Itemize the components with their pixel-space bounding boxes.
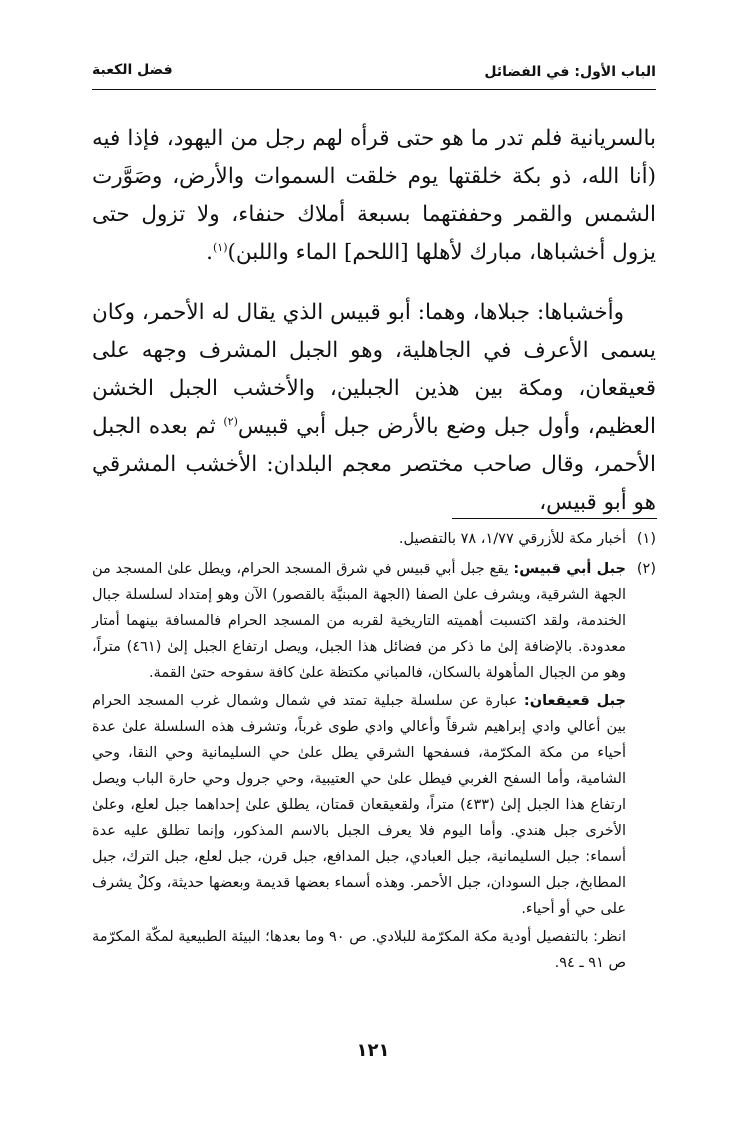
footnote-2-number: (٢)	[636, 561, 656, 577]
footnote-2-para-3: انظر: بالتفصيل أودية مكة المكرّمة للبلادي. ص ٩٠ وما بعدها؛ البيئة الطبيعية لمكّة المكرّمة ص ٩١ ـ ٩٤.	[92, 929, 626, 971]
chapter-title: الباب الأول: في الفضائل	[484, 64, 656, 80]
main-text	[92, 120, 656, 522]
paragraph-1-end: .	[206, 240, 213, 265]
footnote-1	[92, 526, 656, 552]
footnote-ref-1: (١)	[212, 240, 228, 254]
running-header	[92, 58, 656, 86]
footnote-ref-2: (٢)	[223, 414, 238, 428]
paragraph-1	[92, 120, 656, 272]
footnote-2-para-2	[92, 688, 626, 922]
footnote-2	[92, 556, 656, 976]
section-title: فضل الكعبة	[92, 62, 173, 78]
page-number: ١٢١	[356, 1040, 390, 1061]
paragraph-1-text: بالسريانية فلم تدر ما هو حتى قرأه لهم رجل من اليهود، فإذا فيه (أنا الله، ذو بكة خلقتها يوم خلقت السموات والأرض، وصَوَّرت الشمس والقمر وحففتهما بسبعة أملاك حنفاء، ولا تزول حتى يزول أخشباها، مبارك لأهلها [اللحم] الماء واللبن)	[92, 126, 656, 265]
footnote-2-term-2: جبل قعيقعان:	[523, 693, 626, 709]
footnote-2-term-1: جبل أبي قبيس:	[513, 561, 626, 577]
footnote-2-para-1	[92, 556, 626, 686]
header-divider	[92, 89, 656, 90]
paragraph-2	[92, 294, 656, 522]
footnote-2-text-2: عبارة عن سلسلة جبلية تمتد في شمال وشمال غرب المسجد الحرام بين أعالي وادي إبراهيم شرقاً وأعالي وادي طوى غرباً، وتشرف هذه السلسلة علىٰ عدة أحياء من مكة المكرّمة، فسفحها الشرقي يطل علىٰ حي السليمانية وحي النقا، وحي الشامية، وأما السفح الغربي فيطل علىٰ حي العتيبية، وحي جرول وحي حارة الباب ويصل ارتفاع هذا الجبل إلىٰ (٤٣٣) متراً، ولقعيقعان قمتان، يطلق علىٰ إحداهما جبل لعلع، وعلىٰ الأخرى جبل هندي. وأما اليوم فلا يعرف الجبل بالاسم المذكور، وإنما تطلق عليه عدة أسماء: جبل السليمانية، جبل العبادي، جبل المدافع، جبل قرن، جبل لعلع، جبل الترك، جبل المطابخ، جبل السودان، جبل الأحمر. وهذه أسماء بعضها قديمة وبعضها حديثة، وكلٌ يشرف على حي أو أحياء.	[92, 693, 626, 917]
footnotes	[92, 526, 656, 980]
footnote-1-text: أخبار مكة للأزرقي ١/٧٧، ٧٨ بالتفصيل.	[398, 531, 626, 547]
footnote-2-text-1: يقع جبل أبي قبيس في شرق المسجد الحرام، ويطل علىٰ المسجد من الجهة الشرقية، ويشرف علىٰ الصفا (الجهة المبنيَّة بالقصور) الآن وهو إمتداد لسلسلة جبال الخندمة، ولقد اكتسبت أهميته التاريخية لقربه من المسجد الحرام فالمسافة بينهما أمتار معدودة. بالإضافة إلىٰ ما ذكر من فضائل هذا الجبل، ويصل ارتفاع الجبل إلىٰ (٤٦١) متراً، وهو من الجبال المأهولة بالسكان، فالمباني مكتظة علىٰ كافة سفوحه حتىٰ القمة.	[92, 561, 627, 681]
paragraph-2-text-b: ثم بعده الجبل الأحمر، وقال صاحب مختصر معجم البلدان: الأخشب المشرقي هو أبو قبيس،	[92, 414, 656, 515]
paragraph-2-text-a: وأخشباها: جبلاها، وهما: أبو قبيس الذي يقال له الأحمر، وكان يسمى الأعرف في الجاهلية، وهو الجبل المشرف وجهه على قعيقعان، ومكة بين هذين الجبلين، والأخشب الجبل الخشن العظيم، وأول جبل وضع بالأرض جبل أبي قبيس	[92, 300, 656, 439]
footnote-divider	[452, 518, 657, 519]
footnote-1-number: (١)	[636, 531, 656, 547]
